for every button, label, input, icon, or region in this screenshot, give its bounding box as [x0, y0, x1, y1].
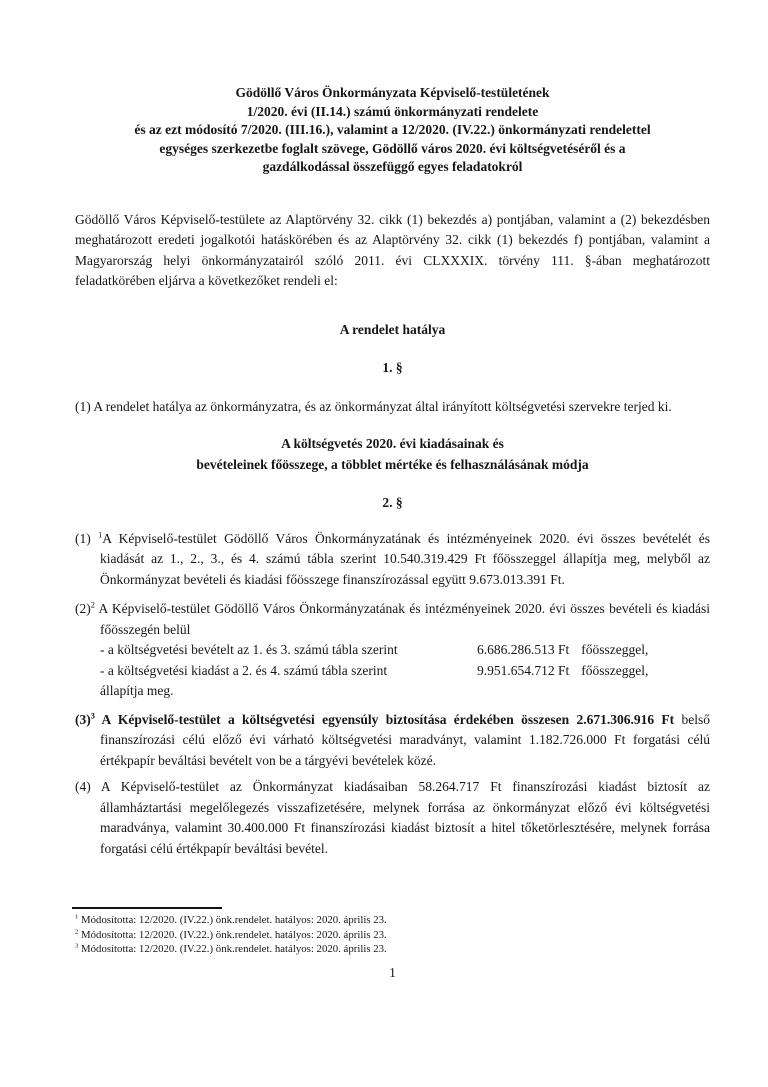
- clause-number: (1): [75, 398, 91, 414]
- clause-number: (2): [75, 601, 91, 616]
- clause-number: (1): [75, 530, 99, 546]
- section-1-heading: A rendelet hatálya: [339, 321, 446, 337]
- clause-text: A Képviselő-testület az Önkormányzat kiadásaiban 58.264.717 Ft finanszírozási kiadást biztosít az államháztartási megelőlegezés visszafizetésére, melynek forrása az önkormányzat előző évi költségvetési maradványa, valamint 30.400.000 Ft finanszírozási kiadást biztosít a hitel tőketörlesztésére, melynek forrása forgatási célú értékpapír beváltási bevétel.: [90, 779, 710, 856]
- footnote-1-number: 1: [75, 913, 79, 921]
- clause-2-2-closing: állapítja meg.: [100, 683, 174, 698]
- title-line-2: 1/2020. évi (II.14.) számú önkormányzati rendelete: [246, 103, 539, 119]
- footnote-separator: [72, 907, 222, 909]
- title-line-4: egységes szerkezetbe foglalt szövege, Gödöllő város 2020. évi költségvetéséről és a: [159, 140, 626, 156]
- section-1-mark: 1. §: [382, 360, 403, 375]
- budget-revenue-suffix: főösszeggel,: [581, 642, 649, 657]
- budget-revenue-row: [75, 640, 710, 661]
- clause-2-1: [75, 529, 710, 591]
- clause-text: A Képviselő-testület Gödöllő Város Önkormányzatának és intézményeinek 2020. évi összes bevételét és kiadását az 1., 2., 3., és 4. számú tábla szerint 10.540.319.429 Ft főösszeggel állapítja meg, melyből az Önkormányzat bevételi és kiadási főösszege finanszírozással együtt 9.673.013.391 Ft.: [100, 530, 710, 587]
- preamble-paragraph: Gödöllő Város Képviselő-testülete az Alaptörvény 32. cikk (1) bekezdés a) pontjában, valamint a (2) bekezdésben meghatározott eredeti jogalkotói hatáskörében és az Alaptörvény 32. cikk (1) bekezdés f) pontjában, valamint a Magyarország helyi önkormányzatairól szóló 2011. évi CLXXXIX. törvény 111. §-ában meghatározott feladatkörében eljárva a következőket rendeli el:: [75, 211, 710, 288]
- budget-expense-suffix: főösszeggel,: [581, 662, 649, 678]
- section-2-heading-line-1: A költségvetés 2020. évi kiadásainak és: [281, 436, 504, 451]
- footnote-1-text: Módosította: 12/2020. (IV.22.) önk.rendelet. hatályos: 2020. április 23.: [78, 914, 387, 926]
- title-line-1: Gödöllő Város Önkormányzata Képviselő-testületének: [235, 85, 550, 100]
- clause-text: A Képviselő-testület Gödöllő Város Önkormányzatának és intézményeinek 2020. évi összes bevételi és kiadási főösszegén belül: [94, 601, 710, 637]
- section-2-heading-line-2: bevételeinek főösszege, a többlet mértéke és felhasználásának módja: [196, 456, 589, 472]
- footnote-3: [75, 942, 710, 957]
- document-title: [75, 84, 710, 177]
- budget-expense-label: - a költségvetési kiadást a 2. és 4. számú tábla szerint: [100, 662, 388, 678]
- budget-revenue-label: - a költségvetési bevételt az 1. és 3. számú tábla szerint: [100, 642, 398, 657]
- section-2-heading: [75, 434, 710, 475]
- clause-2-3: [75, 710, 710, 772]
- budget-expense-row: [75, 661, 710, 682]
- footnote-2-number: 2: [75, 927, 79, 935]
- footnotes: [75, 907, 710, 957]
- clause-2-2-lead: [75, 599, 710, 640]
- footnote-ref-2: 2: [90, 600, 95, 610]
- clause-text-bold: A Képviselő-testület a költségvetési egyensúly biztosítása érdekében összesen 2.671.306.916 Ft: [94, 711, 675, 727]
- budget-expense-amount: 9.951.654.712 Ft: [477, 662, 570, 678]
- footnote-2-text: Módosította: 12/2020. (IV.22.) önk.rendelet. hatályos: 2020. április 23.: [78, 928, 387, 941]
- footnote-3-number: 3: [75, 942, 79, 950]
- footnote-1: [75, 913, 710, 928]
- footnote-2: [75, 928, 710, 943]
- clause-1-1: [75, 397, 710, 418]
- clause-2-4: [75, 777, 710, 859]
- budget-revenue-amount: 6.686.286.513 Ft: [477, 642, 570, 657]
- title-line-3: és az ezt módosító 7/2020. (III.16.), valamint a 12/2020. (IV.22.) önkormányzati rendelettel: [134, 122, 651, 137]
- clause-text: A rendelet hatálya az önkormányzatra, és az önkormányzat által irányított költségvetési szervekre terjed ki.: [90, 398, 672, 414]
- footnote-ref-1: 1: [98, 530, 103, 539]
- clause-text: belső finanszírozási célú előző évi várható költségvetési maradványt, valamint 1.182.726.000 Ft forgatási célú értékpapír beváltási bevételt von be a tárgyévi bevételek közé.: [100, 711, 711, 768]
- section-2-mark: 2. §: [382, 495, 403, 510]
- page-number: 1: [389, 964, 396, 980]
- title-line-5: gazdálkodással összefüggő egyes feladatokról: [262, 159, 523, 174]
- clause-number: (3): [75, 711, 91, 727]
- footnote-3-text: Módosította: 12/2020. (IV.22.) önk.rendelet. hatályos: 2020. április 23.: [78, 943, 387, 955]
- clause-2-2: [75, 599, 710, 702]
- footnote-ref-3: 3: [90, 711, 95, 720]
- clause-number: (4): [75, 779, 91, 794]
